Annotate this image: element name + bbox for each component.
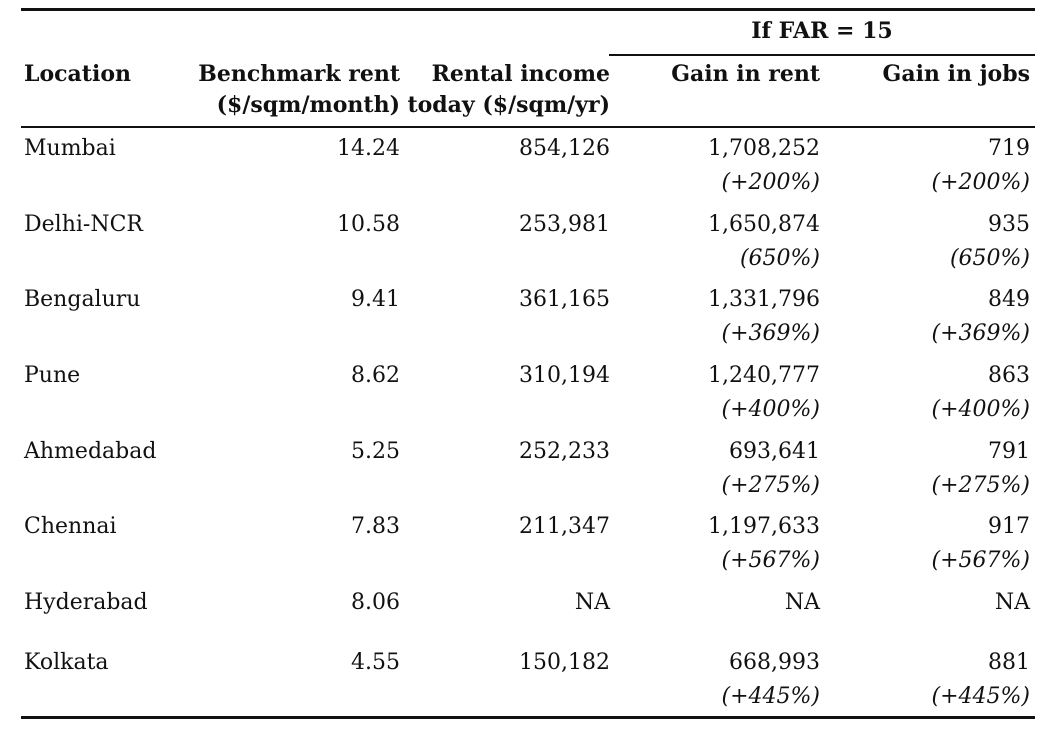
cell-rental-income: 253,981 — [519, 212, 610, 237]
cell-gain-jobs — [841, 646, 1030, 714]
gain-rent-percent: (+400%) — [721, 397, 820, 422]
header-gain-rent — [621, 59, 820, 90]
gain-rent-value: NA — [784, 590, 820, 615]
table-row — [21, 435, 1035, 505]
cell-rental-income: 211,347 — [519, 514, 610, 539]
header-rental-income-line2: today ($/sqm/yr) — [407, 92, 610, 118]
cell-rental-income: 310,194 — [519, 363, 610, 388]
cell-gain-jobs — [841, 283, 1030, 351]
table-row — [21, 510, 1035, 580]
gain-jobs-percent: (+275%) — [931, 473, 1030, 498]
gain-rent-value: 1,331,796 — [708, 287, 820, 312]
gain-jobs-percent: (+369%) — [931, 321, 1030, 346]
cell-benchmark-rent: 14.24 — [337, 136, 400, 161]
table-row — [21, 132, 1035, 202]
table-row — [21, 359, 1035, 429]
gain-jobs-percent: (+445%) — [931, 684, 1030, 709]
data-table — [21, 8, 1035, 709]
gain-rent-value: 1,708,252 — [708, 136, 820, 161]
gain-jobs-percent: (+400%) — [931, 397, 1030, 422]
cell-benchmark-rent: 5.25 — [351, 439, 400, 464]
gain-rent-value: 1,197,633 — [708, 514, 820, 539]
cell-gain-jobs — [841, 510, 1030, 578]
cell-location: Hyderabad — [24, 590, 148, 615]
cell-benchmark-rent: 8.62 — [351, 363, 400, 388]
cell-benchmark-rent: 10.58 — [337, 212, 400, 237]
gain-jobs-value: 935 — [988, 212, 1030, 237]
cell-rental-income: 150,182 — [519, 650, 610, 675]
gain-rent-value: 693,641 — [729, 439, 820, 464]
gain-jobs-value: 849 — [988, 287, 1030, 312]
gain-jobs-value: 917 — [988, 514, 1030, 539]
cell-location: Pune — [24, 363, 81, 388]
cell-location: Chennai — [24, 514, 117, 539]
cell-gain-rent — [621, 208, 820, 276]
gain-rent-percent: (+369%) — [721, 321, 820, 346]
table-row — [21, 208, 1035, 278]
cell-rental-income: NA — [574, 590, 610, 615]
cell-gain-rent — [621, 132, 820, 200]
cell-benchmark-rent: 9.41 — [351, 287, 400, 312]
cell-gain-rent — [621, 646, 820, 714]
cell-benchmark-rent: 8.06 — [351, 590, 400, 615]
group-header-rule — [609, 54, 1035, 56]
header-benchmark-rent-line1: Benchmark rent — [198, 61, 400, 87]
cell-gain-jobs — [841, 359, 1030, 427]
gain-jobs-value: 881 — [988, 650, 1030, 675]
gain-jobs-value: 863 — [988, 363, 1030, 388]
cell-location: Mumbai — [24, 136, 116, 161]
gain-jobs-value: 719 — [988, 136, 1030, 161]
gain-rent-value: 1,650,874 — [708, 212, 820, 237]
gain-rent-percent: (650%) — [739, 246, 820, 271]
header-rule — [21, 126, 1035, 128]
gain-jobs-percent: (650%) — [949, 246, 1030, 271]
gain-rent-percent: (+445%) — [721, 684, 820, 709]
header-rental-income — [401, 59, 610, 121]
cell-location: Ahmedabad — [24, 439, 157, 464]
cell-gain-rent — [621, 359, 820, 427]
cell-gain-jobs — [841, 132, 1030, 200]
cell-benchmark-rent: 7.83 — [351, 514, 400, 539]
cell-gain-rent — [621, 510, 820, 578]
header-location-label: Location — [24, 61, 131, 87]
cell-location: Kolkata — [24, 650, 109, 675]
cell-gain-rent — [621, 283, 820, 351]
cell-rental-income: 854,126 — [519, 136, 610, 161]
gain-rent-percent: (+275%) — [721, 473, 820, 498]
cell-gain-jobs — [841, 435, 1030, 503]
cell-location: Bengaluru — [24, 287, 141, 312]
cell-gain-rent — [621, 586, 820, 620]
bottom-rule — [21, 716, 1035, 719]
gain-rent-value: 1,240,777 — [708, 363, 820, 388]
gain-jobs-percent: (+567%) — [931, 548, 1030, 573]
header-benchmark-rent-line2: ($/sqm/month) — [216, 92, 400, 118]
header-gain-jobs-label: Gain in jobs — [882, 61, 1030, 87]
cell-rental-income: 252,233 — [519, 439, 610, 464]
cell-gain-rent — [621, 435, 820, 503]
header-gain-rent-label: Gain in rent — [671, 61, 820, 87]
gain-rent-percent: (+200%) — [721, 170, 820, 195]
gain-rent-value: 668,993 — [729, 650, 820, 675]
cell-rental-income: 361,165 — [519, 287, 610, 312]
gain-jobs-percent: (+200%) — [931, 170, 1030, 195]
cell-gain-jobs — [841, 208, 1030, 276]
top-rule — [21, 8, 1035, 11]
table-row — [21, 646, 1035, 716]
header-rental-income-line1: Rental income — [431, 61, 610, 87]
cell-location: Delhi-NCR — [24, 212, 143, 237]
cell-gain-jobs — [841, 586, 1030, 620]
gain-jobs-value: NA — [994, 590, 1030, 615]
gain-rent-percent: (+567%) — [721, 548, 820, 573]
far-group-header: If FAR = 15 — [751, 18, 893, 44]
cell-benchmark-rent: 4.55 — [351, 650, 400, 675]
table-row — [21, 283, 1035, 353]
header-gain-jobs — [841, 59, 1030, 90]
gain-jobs-value: 791 — [988, 439, 1030, 464]
header-benchmark-rent — [181, 59, 400, 121]
